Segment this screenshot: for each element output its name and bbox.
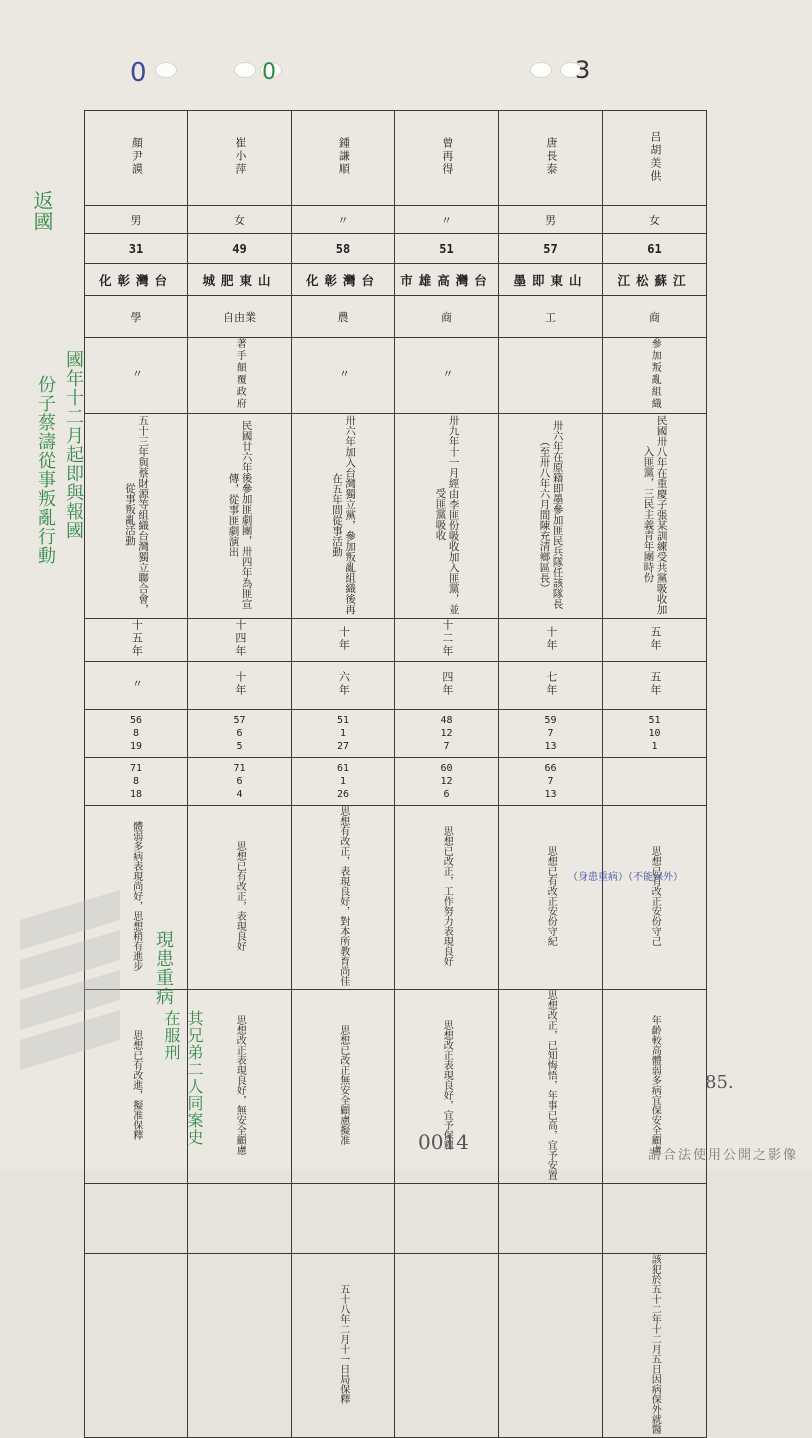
- page-number: 85.: [705, 1072, 734, 1093]
- date-part: 61: [336, 763, 350, 774]
- cell-opinion: 思想已有改進，擬准保釋: [85, 990, 188, 1184]
- cell-facts: 卅九年十一月經由李匪份吸收加入匪黨，並受匪黨吸收: [395, 414, 499, 619]
- cell-age: 57: [499, 234, 603, 264]
- cell-facts: 卅六年加入台灣獨立黨，參加叛亂組織後再在五年間從事活動: [292, 414, 395, 619]
- pencil-mid-mark: 0: [262, 60, 276, 85]
- cell-opinion: 思想改正表現良好，宜予保釋: [395, 990, 499, 1184]
- page-code: 0014: [418, 1130, 469, 1154]
- punch-hole-1: [155, 62, 177, 78]
- date-part: 1: [339, 728, 347, 739]
- cell-facts: 民國廿六年後參加匪劇團，卅四年為匪宣傳，從事匪劇演出: [188, 414, 292, 619]
- date-part: 13: [544, 741, 557, 752]
- cell-end-date: [603, 758, 707, 806]
- date-part: 60: [440, 763, 453, 774]
- row-behavior: [85, 806, 707, 990]
- date-part: 51: [336, 715, 350, 726]
- cell-name: 唐長泰: [499, 111, 603, 206]
- cell-blank: [292, 1184, 395, 1254]
- cell-name: 吕胡美供: [603, 111, 707, 206]
- date-part: 1: [339, 776, 347, 787]
- prisoner-table: [84, 110, 707, 1438]
- cell-age: 58: [292, 234, 395, 264]
- green-annotation-bottom-2: 其兄弟二人同案史在服刑: [162, 1010, 204, 1146]
- date-part: 13: [544, 789, 557, 800]
- cell-birthplace: 江蘇松江: [603, 264, 707, 296]
- row-birthplace: [85, 264, 707, 296]
- cell-start-date: [499, 710, 603, 758]
- row-gender: [85, 206, 707, 234]
- cell-opinion: 思想改正表現良好，無安全顧慮: [188, 990, 292, 1184]
- cell-sentence: 五年: [603, 619, 707, 662]
- cell-sentence: 十年: [292, 619, 395, 662]
- cell-gender: 〃: [292, 206, 395, 234]
- punch-hole-2: [234, 62, 256, 78]
- cell-remark: 五十八年二月十一日局保釋: [292, 1254, 395, 1438]
- row-period: [85, 662, 707, 710]
- cell-behavior: 思想已改正，工作努力表現良好: [395, 806, 499, 990]
- cell-remark: [395, 1254, 499, 1438]
- date-part: 71: [129, 763, 143, 774]
- row-occupation: [85, 296, 707, 338]
- date-part: 59: [544, 715, 557, 726]
- cell-period: 五年: [603, 662, 707, 710]
- cell-age: 61: [603, 234, 707, 264]
- green-annotation-bottom: 現患重病: [153, 930, 174, 1006]
- date-part: 6: [236, 728, 243, 739]
- cell-sentence: 十年: [499, 619, 603, 662]
- pencil-zero-mark: 0: [130, 58, 147, 88]
- green-annotation-left-2: 份子蔡濤從事叛亂行動: [35, 375, 56, 565]
- date-part: 66: [544, 763, 557, 774]
- cell-behavior: 思想已有改正安份守紀: [499, 806, 603, 990]
- cell-start-date: [603, 710, 707, 758]
- cell-end-date: [395, 758, 499, 806]
- cell-facts: 卅六年在原籍即墨參加匪民兵隊任該隊長（至卅八年六月間陳充清鄉區長）: [499, 414, 603, 619]
- cell-remark: [85, 1254, 188, 1438]
- cell-period: 四年: [395, 662, 499, 710]
- row-blank: [85, 1184, 707, 1254]
- cell-opinion: 思想已改正無安全顧慮擬准: [292, 990, 395, 1184]
- cell-behavior: 思想有改正，表現良好，對本所教育尚佳: [292, 806, 395, 990]
- date-part: 6: [236, 776, 243, 787]
- row-crime: [85, 338, 707, 414]
- row-facts: [85, 414, 707, 619]
- cell-opinion: 思想改正，已知悔悟，年事已高，宜予安置: [499, 990, 603, 1184]
- cell-birthplace: 台灣彰化: [85, 264, 188, 296]
- cell-end-date: [292, 758, 395, 806]
- cell-start-date: [85, 710, 188, 758]
- date-part: 26: [336, 789, 350, 800]
- date-part: 5: [236, 741, 243, 752]
- cell-end-date: [85, 758, 188, 806]
- cell-occupation: 商: [395, 296, 499, 338]
- blue-handwritten-note: （身患重病）（不能保外）: [568, 872, 683, 883]
- cell-blank: [188, 1184, 292, 1254]
- cell-sentence: 十四年: [188, 619, 292, 662]
- cell-gender: 女: [188, 206, 292, 234]
- date-part: 12: [440, 728, 453, 739]
- cell-period: 十年: [188, 662, 292, 710]
- row-start-date: [85, 710, 707, 758]
- cell-end-date: [188, 758, 292, 806]
- date-part: 48: [440, 715, 453, 726]
- date-part: 7: [547, 728, 554, 739]
- cell-name: 曾再得: [395, 111, 499, 206]
- cell-opinion: 年齡較高體弱多病宜保安全顧慮: [603, 990, 707, 1184]
- date-part: 51: [648, 715, 661, 726]
- green-annotation-left-1: 國年十二月起即與報國: [63, 350, 84, 540]
- cell-crime: 參加叛亂組織: [603, 338, 707, 414]
- cell-occupation: 工: [499, 296, 603, 338]
- date-part: 6: [443, 789, 450, 800]
- cell-behavior: 思想已有改正安份守己: [603, 806, 707, 990]
- cell-crime: 著手顛覆政府: [188, 338, 292, 414]
- date-part: 71: [233, 763, 246, 774]
- cell-remark: [188, 1254, 292, 1438]
- cell-blank: [395, 1184, 499, 1254]
- cell-sentence: 十五年: [85, 619, 188, 662]
- archive-logo-icon: [10, 880, 130, 1080]
- date-part: 19: [129, 741, 143, 752]
- cell-end-date: [499, 758, 603, 806]
- usage-watermark: 請合法使用公開之影像: [647, 1148, 798, 1163]
- cell-blank: [85, 1184, 188, 1254]
- date-part: 18: [129, 789, 143, 800]
- cell-crime: 〃: [395, 338, 499, 414]
- cell-gender: 女: [603, 206, 707, 234]
- cell-crime: [499, 338, 603, 414]
- green-annotation-approve: 返國: [30, 190, 54, 232]
- date-part: 7: [547, 776, 554, 787]
- pencil-right-mark: 3: [575, 56, 591, 84]
- date-part: 12: [440, 776, 453, 787]
- cell-birthplace: 山東肥城: [188, 264, 292, 296]
- cell-blank: [499, 1184, 603, 1254]
- row-age: [85, 234, 707, 264]
- cell-start-date: [292, 710, 395, 758]
- row-name: [85, 111, 707, 206]
- cell-period: 〃: [85, 662, 188, 710]
- cell-occupation: 自由業: [188, 296, 292, 338]
- date-part: 8: [132, 728, 140, 739]
- cell-behavior: 體弱多病表現尚好，思想稍有進步: [85, 806, 188, 990]
- cell-facts: 五十三年與蔡財源等組織台灣獨立聯合會，從事叛亂活動: [85, 414, 188, 619]
- cell-blank: [603, 1184, 707, 1254]
- date-part: 4: [236, 789, 243, 800]
- row-sentence: [85, 619, 707, 662]
- row-end-date: [85, 758, 707, 806]
- cell-birthplace: 台灣高雄市: [395, 264, 499, 296]
- date-part: 8: [132, 776, 140, 787]
- date-part: 7: [443, 741, 450, 752]
- cell-name: 鍾謙順: [292, 111, 395, 206]
- cell-gender: 男: [499, 206, 603, 234]
- date-part: 27: [336, 741, 350, 752]
- row-remark: [85, 1254, 707, 1438]
- cell-gender: 〃: [395, 206, 499, 234]
- date-part: 56: [129, 715, 143, 726]
- cell-occupation: 商: [603, 296, 707, 338]
- date-part: 57: [233, 715, 246, 726]
- cell-birthplace: 台灣彰化: [292, 264, 395, 296]
- cell-crime: 〃: [85, 338, 188, 414]
- cell-occupation: 農: [292, 296, 395, 338]
- cell-behavior: 思想已有改正，表現良好: [188, 806, 292, 990]
- cell-sentence: 十二年: [395, 619, 499, 662]
- cell-period: 七年: [499, 662, 603, 710]
- cell-occupation: 學: [85, 296, 188, 338]
- cell-remark: 該犯於五十二年十二月五日因病保外就醫: [603, 1254, 707, 1438]
- cell-age: 51: [395, 234, 499, 264]
- cell-gender: 男: [85, 206, 188, 234]
- punch-hole-4: [530, 62, 552, 78]
- cell-age: 49: [188, 234, 292, 264]
- cell-name: 顏尹謨: [85, 111, 188, 206]
- cell-period: 六年: [292, 662, 395, 710]
- cell-start-date: [188, 710, 292, 758]
- cell-start-date: [395, 710, 499, 758]
- cell-remark: [499, 1254, 603, 1438]
- cell-birthplace: 山東即墨: [499, 264, 603, 296]
- cell-age: 31: [85, 234, 188, 264]
- cell-facts: 民國卅八年在重慶子張某訓練受共黨吸收加入匪黨，三民主義青年團時份: [603, 414, 707, 619]
- cell-crime: 〃: [292, 338, 395, 414]
- cell-name: 崔小萍: [188, 111, 292, 206]
- date-part: 10: [648, 728, 661, 739]
- date-part: 1: [651, 741, 658, 752]
